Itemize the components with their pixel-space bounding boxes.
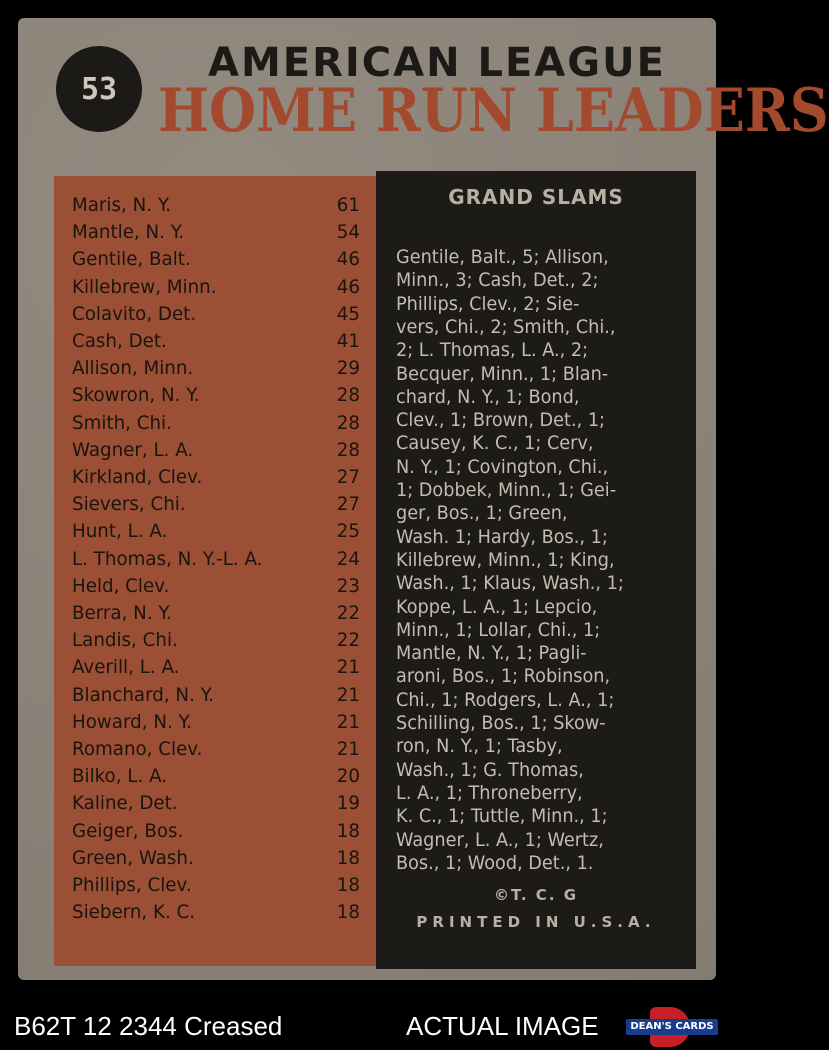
- player-name: Sievers, Chi.: [72, 493, 186, 516]
- grand-slams-line: Clev., 1; Brown, Det., 1;: [396, 409, 606, 432]
- player-name: Phillips, Clev.: [72, 874, 192, 896]
- grand-slams-line: Causey, K. C., 1; Cerv,: [396, 432, 594, 455]
- grand-slams-line: Mantle, N. Y., 1; Pagli-: [396, 642, 587, 665]
- card-number-badge: [56, 46, 142, 132]
- player-name: Mantle, N. Y.: [72, 221, 185, 244]
- player-name: Wagner, L. A.: [72, 438, 194, 461]
- home-run-count: 45: [336, 302, 360, 325]
- home-run-count: 21: [336, 683, 360, 706]
- leader-row: [72, 684, 360, 711]
- listing-caption: B62T 12 2344 Creased: [14, 1011, 283, 1041]
- grand-slams-line: Minn., 1; Lollar, Chi., 1;: [396, 618, 601, 641]
- player-name: Siebern, K. C.: [72, 901, 196, 924]
- home-run-count: 28: [336, 384, 360, 407]
- grand-slams-line: Wagner, L. A., 1; Wertz,: [396, 828, 604, 851]
- grand-slams-line: Phillips, Clev., 2; Sie-: [396, 292, 580, 315]
- grand-slams-line: Wash., 1; G. Thomas,: [396, 758, 584, 781]
- player-name: Berra, N. Y.: [72, 602, 172, 624]
- home-run-count: 54: [336, 221, 360, 244]
- leader-row: [72, 629, 360, 656]
- player-name: Bilko, L. A.: [72, 765, 168, 788]
- home-run-count: 22: [336, 602, 360, 624]
- home-run-count: 27: [336, 493, 360, 516]
- leader-row: [72, 792, 360, 819]
- leader-row: [72, 656, 360, 683]
- leader-row: [72, 384, 360, 411]
- logo-text: DEAN'S CARDS: [626, 1019, 718, 1035]
- home-run-count: 21: [336, 738, 360, 760]
- player-name: Geiger, Bos.: [72, 819, 184, 842]
- leader-row: [72, 248, 360, 275]
- grand-slams-line: K. C., 1; Tuttle, Minn., 1;: [396, 805, 608, 828]
- player-name: Colavito, Det.: [72, 302, 197, 325]
- home-run-count: 61: [336, 194, 360, 216]
- leader-row: [72, 194, 360, 221]
- home-run-count: 21: [336, 710, 360, 733]
- home-run-count: 18: [336, 846, 360, 869]
- leaders-panel: [54, 176, 384, 966]
- grand-slams-line: Killebrew, Minn., 1; King,: [396, 548, 615, 571]
- grand-slams-line: Wash. 1; Hardy, Bos., 1;: [396, 525, 608, 548]
- grand-slams-panel: [376, 171, 696, 969]
- card-back: [18, 18, 829, 980]
- player-name: L. Thomas, N. Y.-L. A.: [72, 547, 263, 570]
- home-run-count: 21: [336, 656, 360, 679]
- player-name: Killebrew, Minn.: [72, 275, 217, 298]
- deans-cards-logo: [626, 1007, 718, 1047]
- home-run-count: 29: [336, 357, 360, 380]
- home-run-count: 41: [336, 330, 360, 352]
- grand-slams-line: Chi., 1; Rodgers, L. A., 1;: [396, 688, 615, 711]
- home-run-count: 25: [336, 520, 360, 543]
- grand-slams-line: vers, Chi., 2; Smith, Chi.,: [396, 315, 616, 338]
- home-run-count: 20: [336, 765, 360, 788]
- home-run-count: 28: [336, 411, 360, 434]
- leader-row: [72, 330, 360, 357]
- player-name: Blanchard, N. Y.: [72, 683, 214, 706]
- player-name: Romano, Clev.: [72, 738, 203, 760]
- leader-row: [72, 548, 360, 575]
- leader-row: [72, 466, 360, 493]
- player-name: Green, Wash.: [72, 846, 194, 869]
- card-number: 53: [80, 71, 118, 107]
- leader-row: [72, 820, 360, 847]
- home-run-count: 46: [336, 275, 360, 298]
- player-name: Cash, Det.: [72, 330, 167, 352]
- grand-slams-line: Minn., 3; Cash, Det., 2;: [396, 269, 599, 292]
- grand-slams-line: Bos., 1; Wood, Det., 1.: [396, 851, 594, 874]
- printed-text: PRINTED IN U.S.A.: [416, 913, 656, 931]
- grand-slams-title: GRAND SLAMS: [448, 185, 624, 209]
- leader-row: [72, 847, 360, 874]
- leader-row: [72, 520, 360, 547]
- grand-slams-line: Schilling, Bos., 1; Skow-: [396, 712, 606, 734]
- grand-slams-line: ger, Bos., 1; Green,: [396, 502, 568, 525]
- copyright-text: ©T. C. G: [493, 886, 579, 904]
- grand-slams-line: ron, N. Y., 1; Tasby,: [396, 735, 563, 758]
- home-run-count: 28: [336, 438, 360, 461]
- grand-slams-line: Wash., 1; Klaus, Wash., 1;: [396, 572, 624, 595]
- leader-row: [72, 874, 360, 901]
- leader-row: [72, 221, 360, 248]
- grand-slams-line: chard, N. Y., 1; Bond,: [396, 385, 580, 408]
- grand-slams-line: 2; L. Thomas, L. A., 2;: [396, 339, 589, 362]
- leader-row: [72, 357, 360, 384]
- card-title: HOME RUN LEADERS: [158, 76, 829, 146]
- league-title: AMERICAN LEAGUE: [208, 40, 666, 86]
- home-run-count: 18: [336, 901, 360, 924]
- leader-row: [72, 901, 360, 928]
- home-run-count: 19: [336, 792, 360, 815]
- grand-slams-line: Gentile, Balt., 5; Allison,: [396, 246, 609, 268]
- actual-image-caption: ACTUAL IMAGE: [406, 1011, 599, 1041]
- grand-slams-line: N. Y., 1; Covington, Chi.,: [396, 455, 609, 478]
- home-run-count: 22: [336, 629, 360, 652]
- grand-slams-line: 1; Dobbek, Minn., 1; Gei-: [396, 479, 617, 501]
- leader-row: [72, 493, 360, 520]
- leader-row: [72, 303, 360, 330]
- player-name: Kaline, Det.: [72, 792, 178, 815]
- home-run-count: 18: [336, 874, 360, 896]
- player-name: Howard, N. Y.: [72, 710, 192, 733]
- home-run-count: 18: [336, 819, 360, 842]
- leader-row: [72, 575, 360, 602]
- leader-row: [72, 738, 360, 765]
- player-name: Held, Clev.: [72, 574, 170, 597]
- grand-slams-line: Becquer, Minn., 1; Blan-: [396, 362, 609, 385]
- leader-row: [72, 276, 360, 303]
- home-run-count: 46: [336, 248, 360, 271]
- home-run-count: 24: [336, 547, 360, 570]
- leader-row: [72, 765, 360, 792]
- home-run-count: 27: [336, 466, 360, 488]
- leader-row: [72, 602, 360, 629]
- player-name: Allison, Minn.: [72, 357, 194, 380]
- player-name: Gentile, Balt.: [72, 248, 191, 271]
- player-name: Landis, Chi.: [72, 629, 178, 652]
- leader-row: [72, 711, 360, 738]
- home-run-count: 23: [336, 574, 360, 597]
- player-name: Skowron, N. Y.: [72, 384, 200, 407]
- grand-slams-line: Koppe, L. A., 1; Lepcio,: [396, 595, 598, 618]
- player-name: Hunt, L. A.: [72, 520, 168, 543]
- player-name: Smith, Chi.: [72, 411, 172, 434]
- player-name: Averill, L. A.: [72, 656, 180, 679]
- leader-row: [72, 439, 360, 466]
- player-name: Kirkland, Clev.: [72, 466, 203, 488]
- grand-slams-line: aroni, Bos., 1; Robinson,: [396, 665, 611, 688]
- leader-row: [72, 412, 360, 439]
- grand-slams-line: L. A., 1; Throneberry,: [396, 781, 583, 804]
- player-name: Maris, N. Y.: [72, 194, 172, 216]
